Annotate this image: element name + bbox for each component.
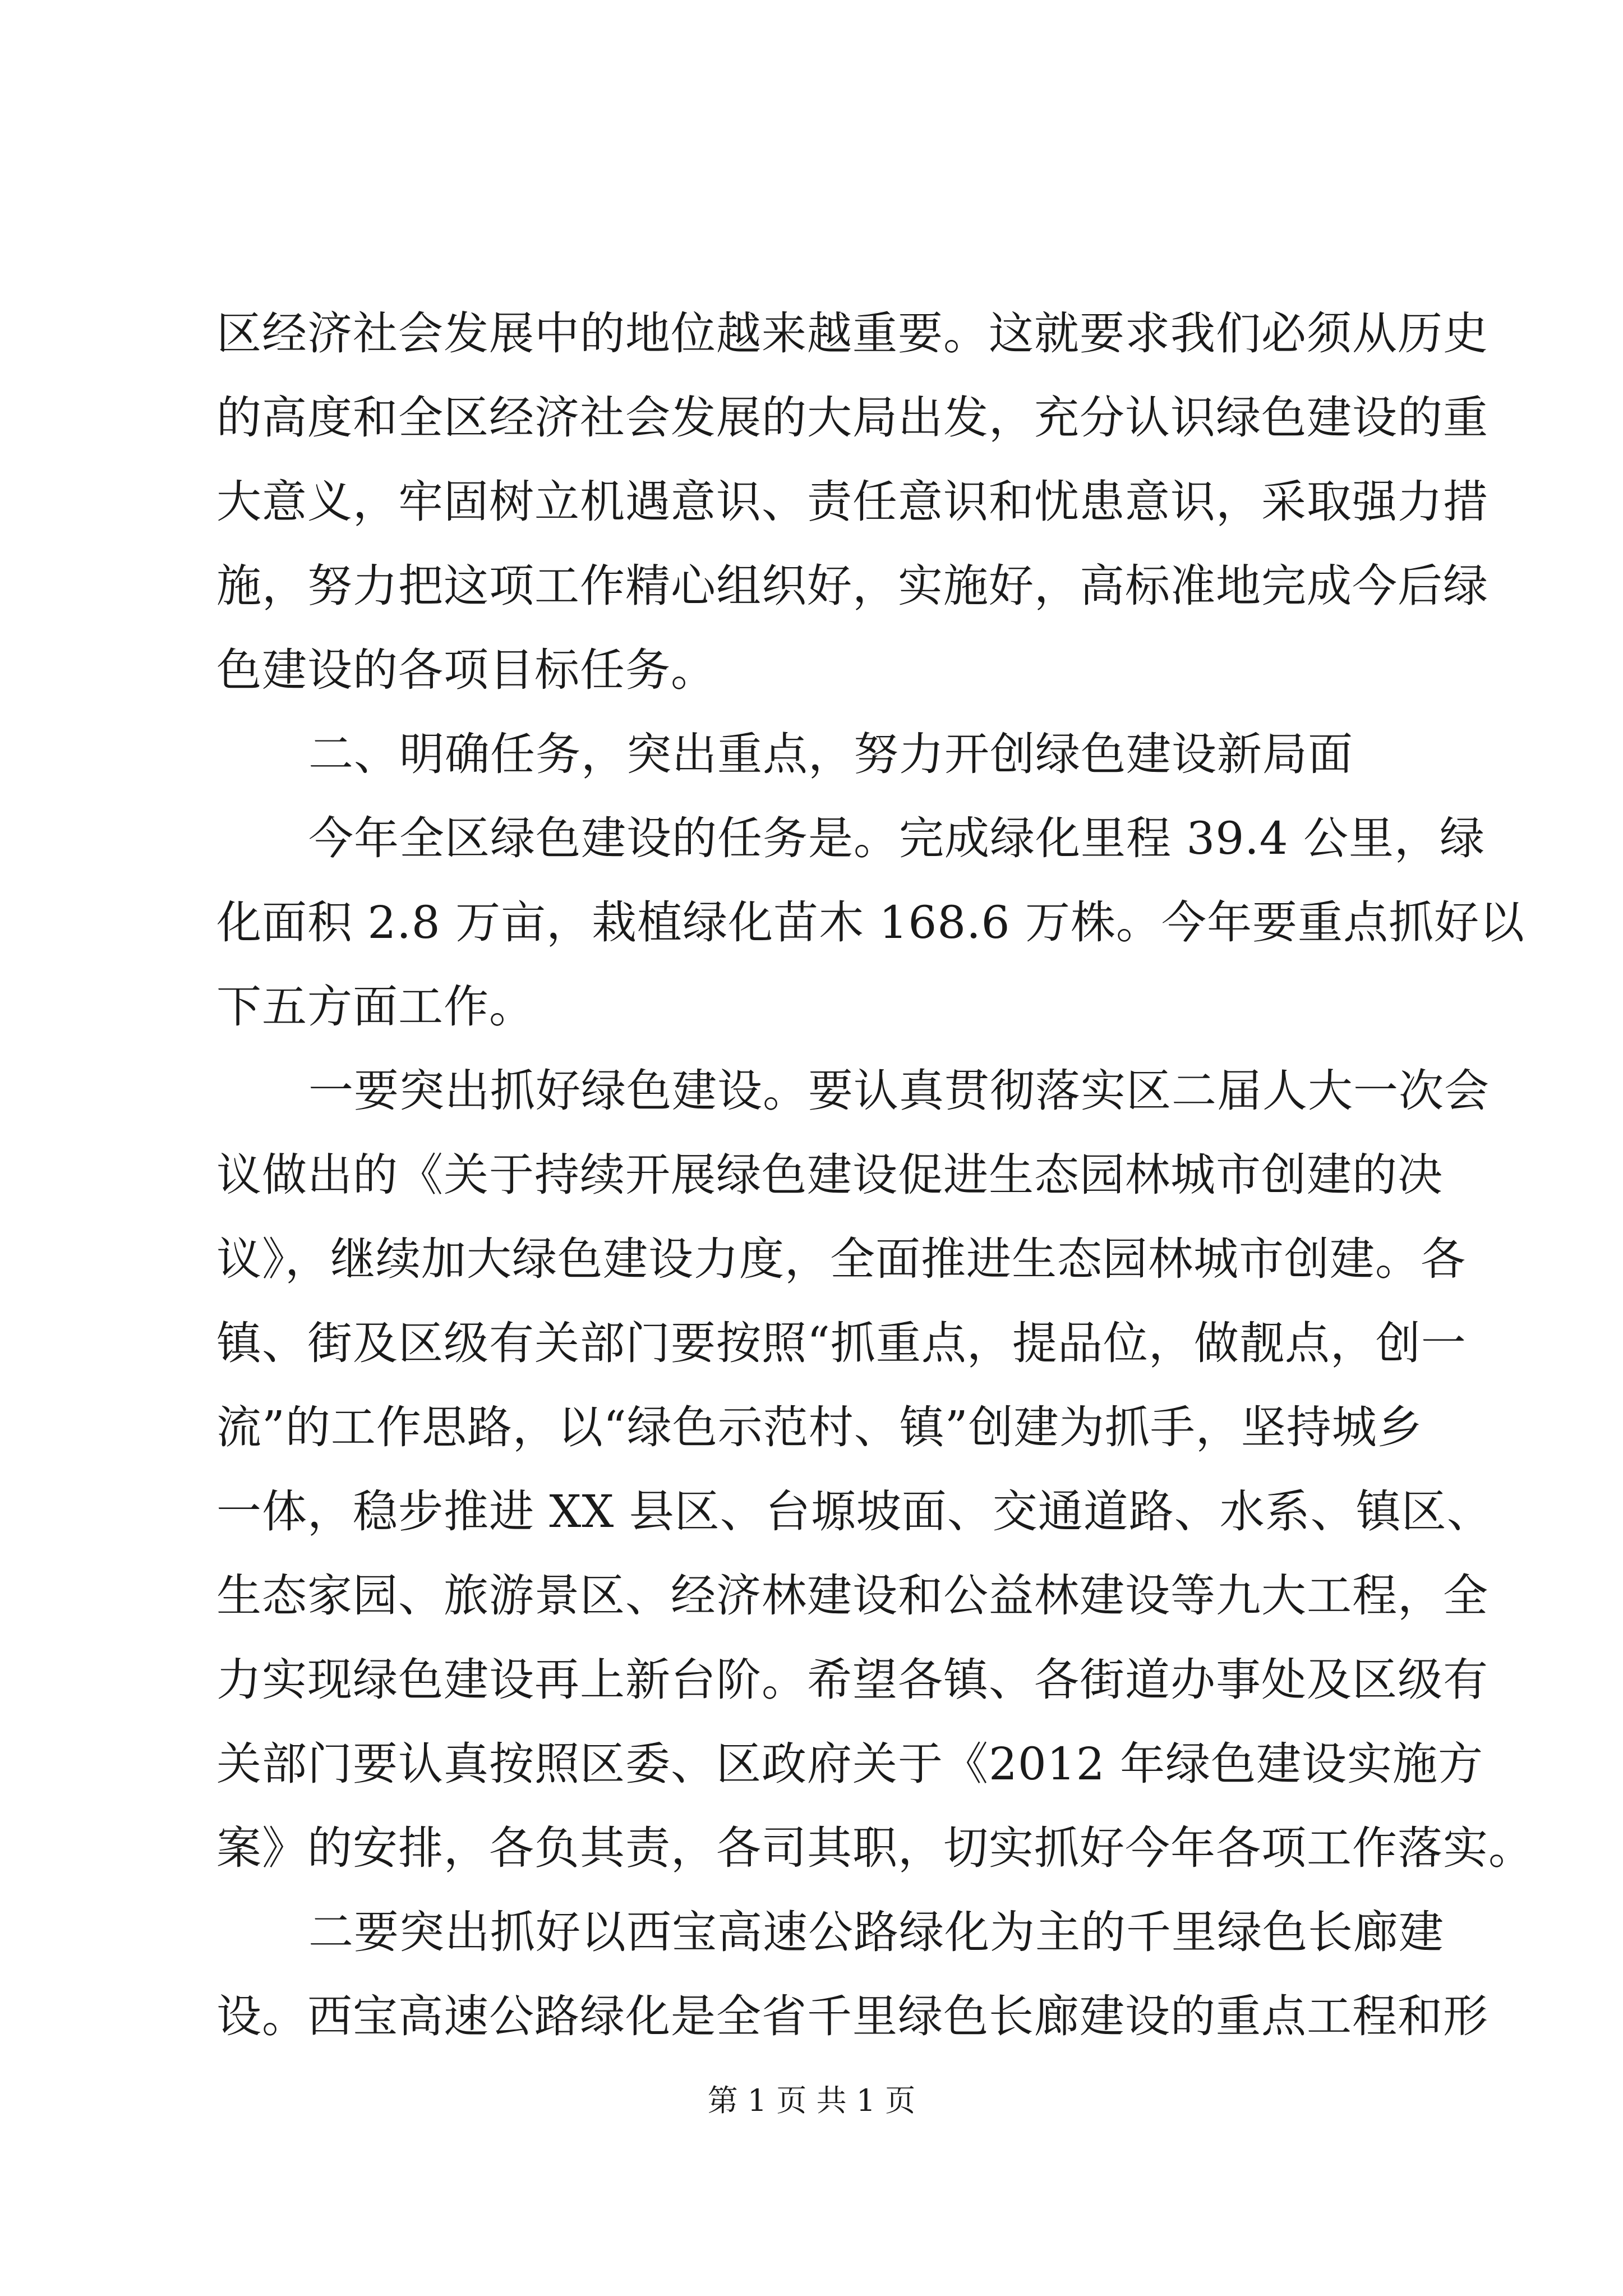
text-line: 二要突出抓好以西宝高速公路绿化为主的千里绿色长廊建: [308, 1906, 1444, 1958]
text-line: 今年全区绿色建设的任务是。完成绿化里程 39.4 公里，绿: [308, 812, 1485, 864]
text-line: 镇、街及区级有关部门要按照“抓重点，提品位，做靓点，创一: [216, 1317, 1467, 1369]
text-line: 关部门要认真按照区委、区政府关于《2012 年绿色建设实施方: [216, 1738, 1484, 1790]
text-line: 大意义，牢固树立机遇意识、责任意识和忧患意识，采取强力措: [216, 476, 1488, 528]
text-line: 一体，稳步推进 XX 县区、台塬坡面、交通道路、水系、镇区、: [216, 1485, 1492, 1538]
text-line: 议做出的《关于持续开展绿色建设促进生态园林城市创建的决: [216, 1149, 1443, 1201]
text-line: 的高度和全区经济社会发展的大局出发，充分认识绿色建设的重: [216, 392, 1488, 444]
text-line: 设。西宝高速公路绿化是全省千里绿色长廊建设的重点工程和形: [216, 1990, 1488, 2042]
text-line: 区经济社会发展中的地位越来越重要。这就要求我们必须从历史: [216, 307, 1488, 360]
text-line: 案》的安排，各负其责，各司其职，切实抓好今年各项工作落实。: [216, 1822, 1534, 1874]
section-heading: 二、明确任务，突出重点，努力开创绿色建设新局面: [308, 728, 1353, 780]
text-line: 色建设的各项目标任务。: [216, 644, 716, 696]
page-number-footer: 第 1 页 共 1 页: [707, 2083, 916, 2118]
text-line: 下五方面工作。: [216, 981, 534, 1033]
text-line: 生态家园、旅游景区、经济林建设和公益林建设等九大工程，全: [216, 1570, 1488, 1622]
text-line: 一要突出抓好绿色建设。要认真贯彻落实区二届人大一次会: [308, 1065, 1490, 1117]
text-line: 力实现绿色建设再上新台阶。希望各镇、各街道办事处及区级有: [216, 1654, 1488, 1706]
text-line: 施，努力把这项工作精心组织好，实施好，高标准地完成今后绿: [216, 560, 1488, 612]
text-line: 议》，继续加大绿色建设力度，全面推进生态园林城市创建。各: [216, 1233, 1466, 1285]
text-line: 流”的工作思路，以“绿色示范村、镇”创建为抓手，坚持城乡: [216, 1401, 1423, 1453]
text-line: 化面积 2.8 万亩，栽植绿化苗木 168.6 万株。今年要重点抓好以: [216, 896, 1525, 949]
